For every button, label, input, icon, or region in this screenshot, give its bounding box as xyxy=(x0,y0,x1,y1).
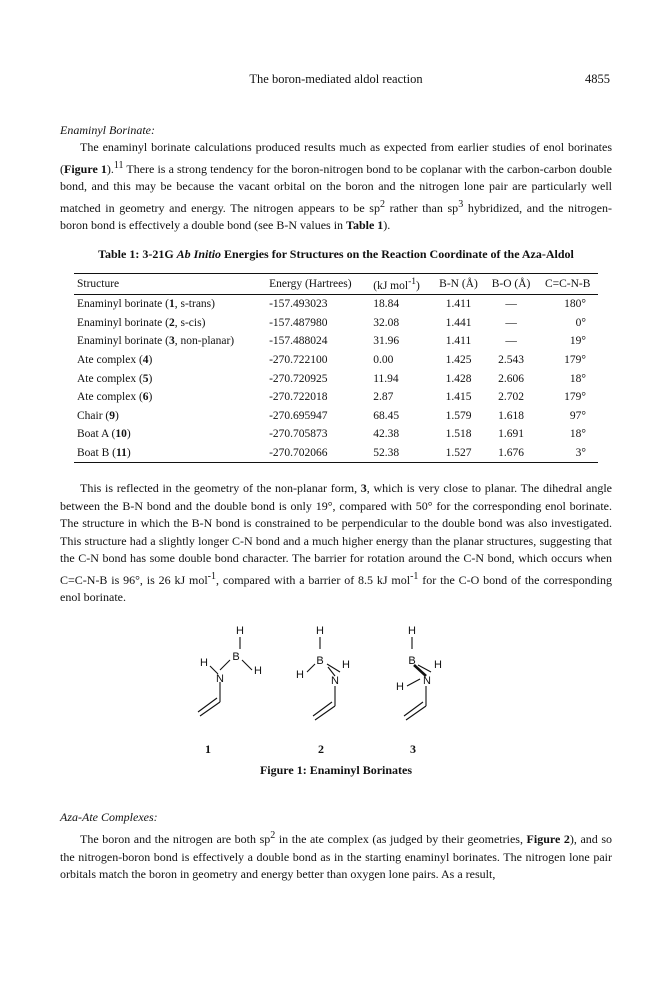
cell-energy: -270.722018 xyxy=(269,391,328,404)
cell-kj: 32.08 xyxy=(373,316,400,329)
atom-label: H xyxy=(408,625,416,637)
cell-dihedral: 179° xyxy=(564,391,586,404)
cell-bn: 1.411 xyxy=(445,298,472,311)
table-row xyxy=(74,294,598,313)
cell-bo: 2.543 xyxy=(498,353,524,366)
table-caption: Table 1: 3-21G Ab Initio Energies for Structures on the Reaction Coordinate of the Aza-Aldol xyxy=(98,247,574,261)
cell-kj: 18.84 xyxy=(373,298,400,311)
structure-1 xyxy=(198,637,252,716)
cell-bn: 1.527 xyxy=(432,444,485,463)
cell-bn: 1.428 xyxy=(445,372,472,385)
cell-structure: Ate complex (6) xyxy=(77,391,153,404)
col-bo: B-O (Å) xyxy=(485,274,538,295)
cell-bo: — xyxy=(505,316,517,329)
atom-label: B xyxy=(316,655,324,667)
col-structure: Structure xyxy=(74,274,266,295)
atom-label: H xyxy=(342,659,350,671)
cell-structure: Boat B (11) xyxy=(74,444,266,463)
cell-bo: 2.606 xyxy=(498,372,524,385)
cell-structure: Enaminyl borinate (3, non-planar) xyxy=(77,335,235,348)
table-row xyxy=(74,351,598,370)
cell-energy: -270.705873 xyxy=(269,428,328,441)
cell-energy: -270.702066 xyxy=(266,444,370,463)
cell-dihedral: 0° xyxy=(575,316,586,329)
cell-bo: 1.691 xyxy=(498,428,524,441)
cell-structure: Enaminyl borinate (1, s-trans) xyxy=(77,298,215,311)
cell-dihedral: 97° xyxy=(569,409,586,422)
cell-bo: — xyxy=(505,298,517,311)
cell-structure: Ate complex (5) xyxy=(77,372,153,385)
paragraph-aza-ate: The boron and the nitrogen are both $sp^2$ in the ate complex (as judged by their geometries, Figure 2), and so the nitrogen-boron bond is effectively a double bond as in the starting enaminyl borinates. The nitrogen lone pair orbitals match the boron in geometry and energy better than oxygen lone pairs. As a result, xyxy=(60,830,613,881)
cell-bn: 1.411 xyxy=(445,335,472,348)
figure-caption: Figure 1: Enaminyl Borinates xyxy=(259,763,413,777)
cell-kj: 0.00 xyxy=(373,353,394,366)
cell-energy: -157.493023 xyxy=(269,298,328,311)
cell-bn: 1.579 xyxy=(445,409,472,422)
paragraph-nonplanar: This is reflected in the geometry of the non-planar form, 3, which is very close to planar. The dihedral angle between the B-N bond and the double bond is only 19°, compared with 50° for the corresponding enol borinate. The structure in which the B-N bond is constrained to be perpendicular to the double bond was also investigated. This structure had a slightly longer C-N bond and a much higher energy than the planar structures, suggesting that the C-N bond has some double bond character. The barrier for rotation around the C-N bond, which occurs when C=C-N-B is 96°, is 26 kJ mol$^{-1}$, compared with a barrier of 8.5 kJ mol$^{-1}$ for the C-O bond of the corresponding enol borinate. xyxy=(60,481,612,604)
enaminyl-borinates-figure xyxy=(180,620,500,780)
atom-label: H xyxy=(200,657,208,669)
atom-label: B xyxy=(408,655,416,667)
energy-table xyxy=(74,273,598,463)
cell-dihedral: 180° xyxy=(564,298,586,311)
cell-structure: Chair (9) xyxy=(77,409,119,422)
section-heading-enaminyl: Enaminyl Borinate: xyxy=(60,123,155,137)
table-row xyxy=(74,369,598,388)
cell-kj: 2.87 xyxy=(373,391,394,404)
cell-kj: 42.38 xyxy=(373,428,400,441)
cell-bo: 1.676 xyxy=(485,444,538,463)
compound-number-3: 3 xyxy=(410,742,416,756)
cell-energy: -270.720925 xyxy=(269,372,328,385)
cell-bn: 1.518 xyxy=(445,428,472,441)
col-kj: (kJ mol$^{-1}$) xyxy=(370,274,432,295)
cell-structure: Enaminyl borinate (2, s-cis) xyxy=(77,316,206,329)
cell-energy: -157.488024 xyxy=(269,335,328,348)
atom-label: H xyxy=(434,659,442,671)
atom-label: H xyxy=(396,681,404,693)
paragraph-enaminyl: The enaminyl borinate calculations produced results much as expected from earlier studies of enol borinates (Figure 1).$^{11}$ There is a strong tendency for the boron-nitrogen bond to be coplanar with the carbon-carbon double bond, and this may be because the vacant orbital on the boron and the nitrogen lone pair are particularly well matched in geometry and energy. The nitrogen appears to be $sp^2$ rather than $sp^3$ hybridized, and the nitrogen-boron bond is effectively a double bond (see B-N values in Table 1). xyxy=(60,140,612,232)
cell-structure: Boat A (10) xyxy=(77,428,131,441)
cell-dihedral: 18° xyxy=(569,372,586,385)
cell-bo: — xyxy=(505,335,517,348)
col-dihedral: C=C-N-B xyxy=(537,274,598,295)
col-bn: B-N (Å) xyxy=(432,274,485,295)
cell-kj: 52.38 xyxy=(370,444,432,463)
cell-bn: 1.415 xyxy=(445,391,472,404)
atom-label: N xyxy=(331,675,339,687)
atom-label: H xyxy=(254,665,262,677)
page-number: 4855 xyxy=(585,72,610,86)
cell-bo: 2.702 xyxy=(498,391,524,404)
table-row xyxy=(74,332,598,351)
atom-label: H xyxy=(296,669,304,681)
compound-number-2: 2 xyxy=(318,742,324,756)
cell-structure: Ate complex (4) xyxy=(77,353,153,366)
cell-energy: -157.487980 xyxy=(269,316,328,329)
cell-bn: 1.425 xyxy=(445,353,472,366)
table-row xyxy=(74,444,598,463)
atom-label: N xyxy=(216,673,224,685)
cell-bn: 1.441 xyxy=(445,316,472,329)
atom-label: N xyxy=(423,675,431,687)
cell-energy: -270.722100 xyxy=(269,353,328,366)
cell-dihedral: 18° xyxy=(569,428,586,441)
cell-kj: 68.45 xyxy=(373,409,400,422)
atom-label: H xyxy=(236,625,244,637)
table-row xyxy=(74,313,598,332)
cell-energy: -270.695947 xyxy=(269,409,328,422)
cell-kj: 11.94 xyxy=(373,372,399,385)
table-row xyxy=(74,406,598,425)
table-row xyxy=(74,425,598,444)
cell-dihedral: 19° xyxy=(569,335,586,348)
cell-bo: 1.618 xyxy=(498,409,524,422)
cell-kj: 31.96 xyxy=(373,335,400,348)
section-heading-aza-ate: Aza-Ate Complexes: xyxy=(60,810,158,824)
cell-dihedral: 179° xyxy=(564,353,586,366)
table-header-row xyxy=(74,274,598,295)
table-row xyxy=(74,388,598,407)
compound-number-1: 1 xyxy=(205,742,211,756)
col-energy: Energy (Hartrees) xyxy=(266,274,370,295)
atom-label: B xyxy=(232,651,240,663)
running-header-title: The boron-mediated aldol reaction xyxy=(249,72,423,86)
atom-label: H xyxy=(316,625,324,637)
cell-dihedral: 3° xyxy=(537,444,598,463)
